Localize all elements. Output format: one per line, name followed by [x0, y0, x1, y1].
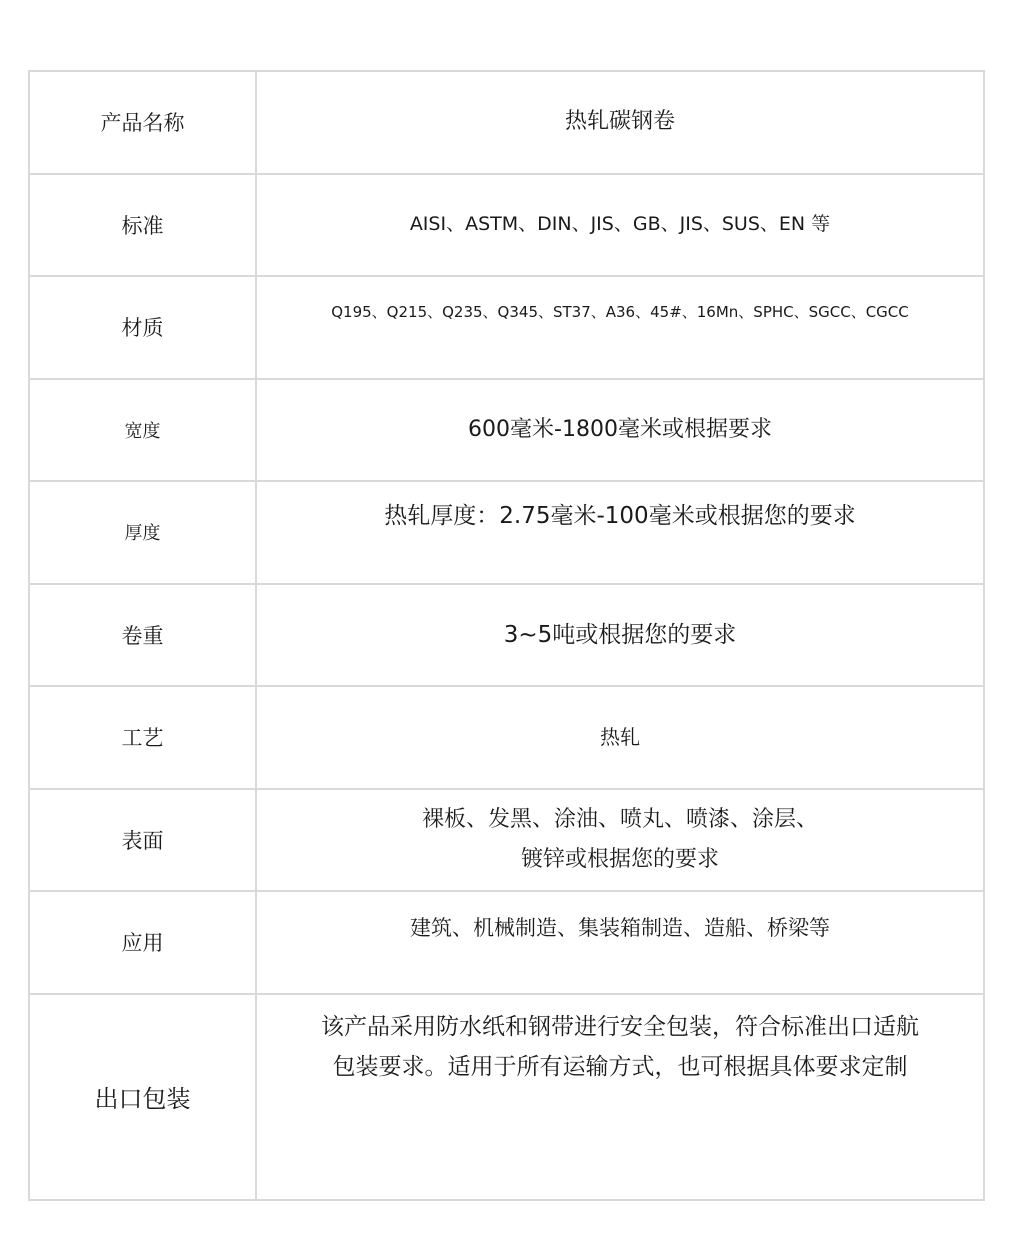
label-material: 材质: [29, 276, 256, 379]
value-surface-line-2: 镀锌或根据您的要求: [520, 846, 719, 872]
label-width: 宽度: [29, 379, 256, 482]
value-thickness: 热轧厚度：2.75毫米-100毫米或根据您的要求: [256, 481, 984, 584]
value-application: 建筑、机械制造、集装箱制造、造船、桥梁等: [256, 891, 984, 994]
label-surface: 表面: [29, 789, 256, 892]
table-row-coil-weight: [29, 584, 984, 687]
value-surface: [256, 789, 984, 892]
table-row-width: [29, 379, 984, 482]
table-row-process: [29, 686, 984, 789]
table-row-export-packaging: [29, 994, 984, 1200]
value-material: Q195、Q215、Q235、Q345、ST37、A36、45#、16Mn、SPHC、SGCC、CGCC: [256, 276, 984, 379]
label-process: 工艺: [29, 686, 256, 789]
value-width: 600毫米-1800毫米或根据要求: [256, 379, 984, 482]
table-row-thickness: [29, 481, 984, 584]
table-row-surface: [29, 789, 984, 892]
value-packaging-line-1: 该产品采用防水纸和钢带进行安全包装，符合标准出口适航: [321, 1013, 919, 1040]
label-application: 应用: [29, 891, 256, 994]
table-row-standard: [29, 174, 984, 277]
label-coil-weight: 卷重: [29, 584, 256, 687]
label-standard: 标准: [29, 174, 256, 277]
product-spec-table: [28, 70, 985, 1201]
table-row-product-name: [29, 71, 984, 174]
value-surface-line-1: 裸板、发黑、涂油、喷丸、喷漆、涂层、: [421, 807, 818, 833]
label-thickness: 厚度: [29, 481, 256, 584]
value-product-name: 热轧碳钢卷: [256, 71, 984, 174]
value-coil-weight: 3~5吨或根据您的要求: [256, 584, 984, 687]
table-row-application: [29, 891, 984, 994]
table-row-material: [29, 276, 984, 379]
value-export-packaging: [256, 994, 984, 1200]
value-standard: AISI、ASTM、DIN、JIS、GB、JIS、SUS、EN 等: [256, 174, 984, 277]
label-export-packaging: 出口包装: [29, 994, 256, 1200]
value-process: 热轧: [256, 686, 984, 789]
label-product-name: 产品名称: [29, 71, 256, 174]
value-packaging-line-2: 包装要求。适用于所有运输方式，也可根据具体要求定制: [332, 1053, 908, 1080]
